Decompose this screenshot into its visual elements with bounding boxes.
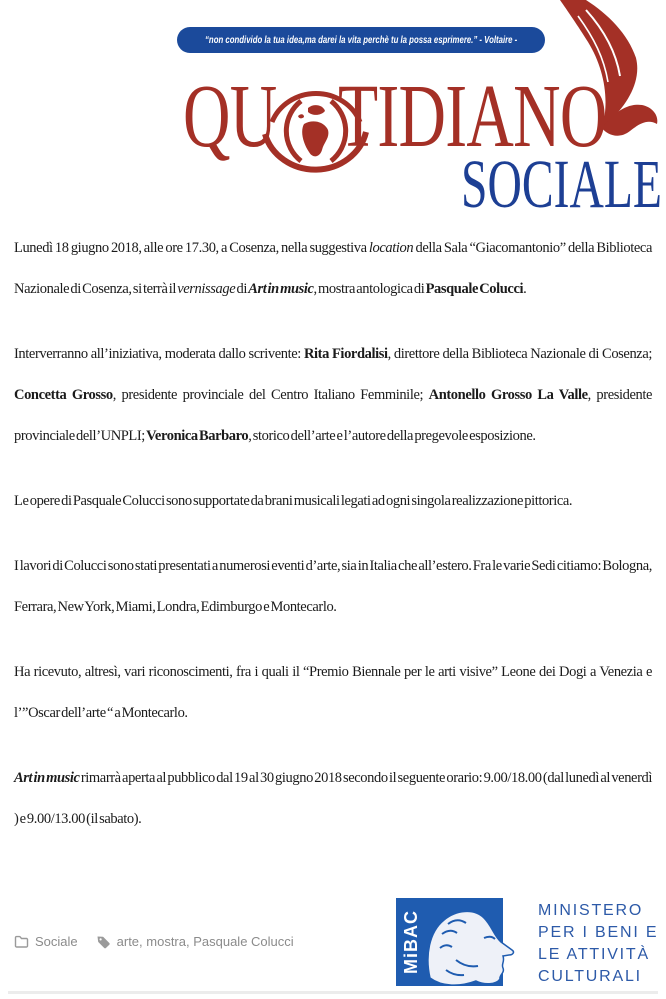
voltaire-quote-text: “non condivido la tua idea,ma darei la vita perchè tu la possa esprimere.” - Voltaire - [204,34,518,46]
logo-subtitle: SOCIALE [461,146,663,222]
ministry-line: LE ATTIVITÀ [538,946,650,963]
article-paragraph: Ha ricevuto, altresì, vari riconoscimenti, fra i quali il “Premio Biennale per le arti visive” Leone dei Dogi a Venezia e l’”Oscar dell’arte “ a Montecarlo. [14,664,652,721]
mibac-acronym: MiBAC [401,910,421,974]
ministry-line: MINISTERO [538,902,644,919]
logo-text-tidiano: TIDIANO [338,67,607,166]
tags-label: arte, mostra, Pasquale Colucci [116,934,294,949]
voltaire-quote-banner [177,27,545,53]
article-paragraph: Le opere di Pasquale Colucci sono supportate da brani musicali legati ad ogni singola realizzazione pittorica. [14,493,573,509]
ministry-line: CULTURALI [538,968,642,985]
post-meta [14,934,294,949]
article-paragraph: Interverranno all’iniziativa, moderata dallo scrivente: Rita Fiordalisi, direttore della Biblioteca Nazionale di Cosenza; Concetta Grosso, presidente provinciale del Centro Italiano Femminile; Antonello Grosso La Valle, presidente provinciale dell’UNPLI; Veronica Barbaro, storico dell’arte e l’autore della pregevole esposizione. [14,346,653,444]
ministry-line: PER I BENI E [538,924,659,941]
tags-link[interactable] [96,934,294,949]
article-paragraph: Lunedì 18 giugno 2018, alle ore 17.30, a Cosenza, nella suggestiva location della Sala “Giacomantonio” della Biblioteca Nazionale di Cosenza, si terrà il vernissage di Art in music, mostra antologica di Pasquale Colucci. [14,240,652,297]
category-label: Sociale [35,934,78,949]
mibac-logo [396,898,658,988]
logo-text-qu: QU [183,67,277,166]
bottom-divider [8,991,658,994]
article-body [14,228,652,864]
article-paragraph: Art in music rimarrà aperta al pubblico dal 19 al 30 giugno 2018 secondo il seguente orario: 9.00/18.00 (dal lunedì al venerdì ) e 9.00/13.00 (il sabato). [14,770,652,827]
article-paragraph: I lavori di Colucci sono stati presentati a numerosi eventi d’arte, sia in Italia che all’estero. Fra le varie Sedi citiamo: Bologna, Ferrara, New York, Miami, Londra, Edimburgo e Montecarlo. [14,558,652,615]
ministry-name [538,900,658,988]
folder-icon [14,935,29,948]
category-link[interactable] [14,934,78,949]
tag-icon [96,935,111,949]
